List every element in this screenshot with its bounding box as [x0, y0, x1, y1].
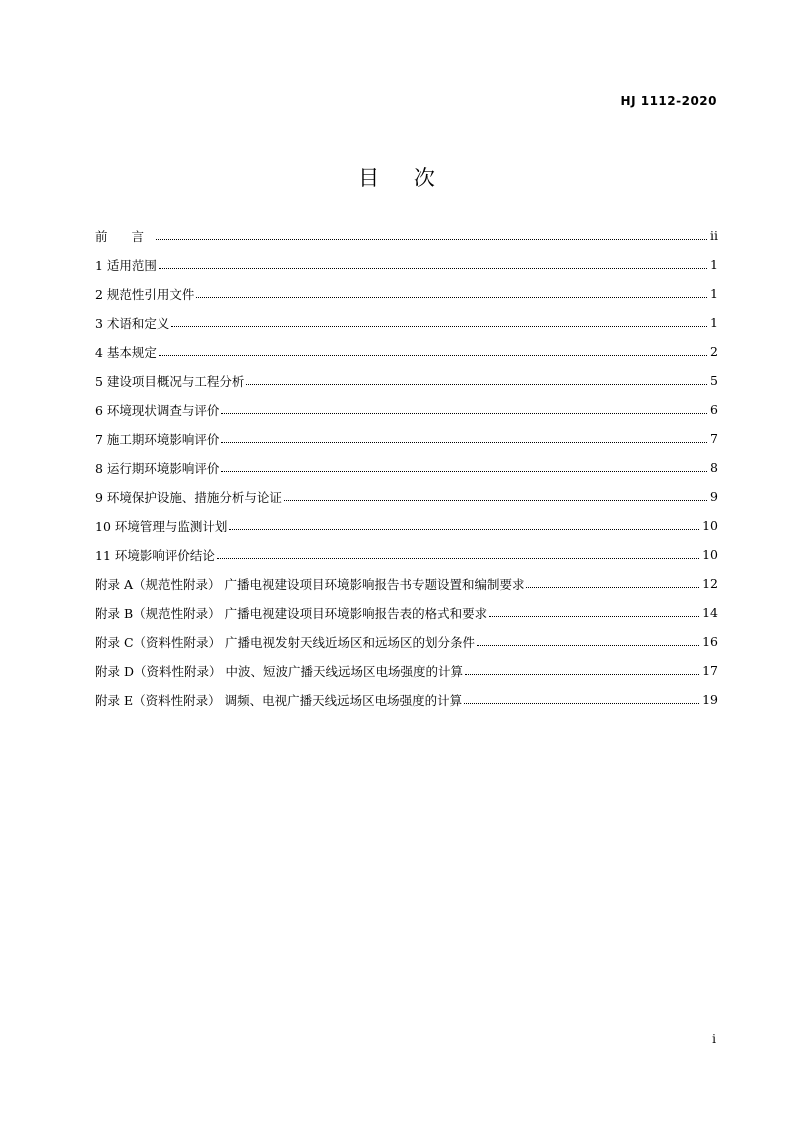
toc-entry-4[interactable]: [95, 337, 718, 366]
toc-entry-label: 5 建设项目概况与工程分析: [95, 373, 245, 389]
toc-leader-dots: [526, 586, 699, 588]
page-number: i: [712, 1032, 716, 1046]
toc-entry-label: 附录 C（资料性附录） 广播电视发射天线近场区和远场区的划分条件: [95, 634, 476, 650]
toc-leader-dots: [284, 499, 707, 501]
toc-entry-label: 10 环境管理与监测计划: [95, 518, 228, 534]
toc-entry-label: 11 环境影响评价结论: [95, 547, 215, 563]
toc-leader-dots: [221, 470, 707, 472]
toc-entry-page: 9: [710, 489, 718, 504]
toc-entry-foreword[interactable]: [95, 221, 718, 250]
toc-leader-dots: [229, 528, 699, 530]
toc-entry-page: 8: [710, 460, 718, 475]
page-title: 目 次: [358, 166, 449, 190]
toc-entry-appendix-b[interactable]: [95, 598, 718, 627]
toc-entry-page: 1: [710, 286, 718, 301]
toc-entry-label: 附录 B（规范性附录） 广播电视建设项目环境影响报告表的格式和要求: [95, 605, 488, 621]
toc-leader-dots: [477, 644, 699, 646]
toc-entry-2[interactable]: [95, 279, 718, 308]
toc-entry-11[interactable]: [95, 540, 718, 569]
toc-entry-label: 7 施工期环境影响评价: [95, 431, 220, 447]
toc-entry-10[interactable]: [95, 511, 718, 540]
table-of-contents: [95, 221, 718, 714]
toc-leader-dots: [217, 557, 699, 559]
toc-entry-appendix-c[interactable]: [95, 627, 718, 656]
toc-leader-dots: [465, 673, 699, 675]
toc-entry-page: 16: [702, 634, 718, 649]
toc-leader-dots: [221, 441, 707, 443]
toc-entry-page: 1: [710, 257, 718, 272]
toc-entry-8[interactable]: [95, 453, 718, 482]
toc-leader-dots: [464, 702, 699, 704]
toc-entry-label: 3 术语和定义: [95, 315, 170, 331]
toc-entry-page: 19: [702, 692, 718, 707]
toc-entry-5[interactable]: [95, 366, 718, 395]
toc-entry-page: 7: [710, 431, 718, 446]
toc-entry-label: 附录 E（资料性附录） 调频、电视广播天线远场区电场强度的计算: [95, 692, 463, 708]
toc-entry-page: 1: [710, 315, 718, 330]
toc-leader-dots: [171, 325, 707, 327]
toc-entry-page: 14: [702, 605, 718, 620]
toc-entry-label: 4 基本规定: [95, 344, 157, 360]
toc-entry-page: 12: [702, 576, 718, 591]
toc-leader-dots: [246, 383, 707, 385]
toc-entry-label: 附录 D（资料性附录） 中波、短波广播天线远场区电场强度的计算: [95, 663, 463, 679]
toc-entry-6[interactable]: [95, 395, 718, 424]
toc-entry-appendix-d[interactable]: [95, 656, 718, 685]
toc-entry-3[interactable]: [95, 308, 718, 337]
toc-entry-label: 6 环境现状调查与评价: [95, 402, 220, 418]
toc-leader-dots: [489, 615, 699, 617]
toc-leader-dots: [159, 267, 707, 269]
toc-entry-appendix-e[interactable]: [95, 685, 718, 714]
toc-leader-dots: [156, 238, 707, 240]
toc-entry-appendix-a[interactable]: [95, 569, 718, 598]
toc-entry-label: 2 规范性引用文件: [95, 286, 195, 302]
toc-entry-page: ii: [710, 228, 718, 243]
toc-entry-label: 附录 A（规范性附录） 广播电视建设项目环境影响报告书专题设置和编制要求: [95, 576, 525, 592]
toc-entry-label: 8 运行期环境影响评价: [95, 460, 220, 476]
toc-entry-page: 5: [710, 373, 718, 388]
toc-leader-dots: [159, 354, 707, 356]
toc-entry-page: 6: [710, 402, 718, 417]
toc-entry-page: 2: [710, 344, 718, 359]
toc-entry-label: 9 环境保护设施、措施分析与论证: [95, 489, 282, 505]
document-code: HJ 1112-2020: [620, 94, 717, 108]
toc-entry-page: 10: [702, 547, 718, 562]
toc-entry-1[interactable]: [95, 250, 718, 279]
toc-leader-dots: [196, 296, 707, 298]
toc-entry-page: 17: [702, 663, 718, 678]
toc-entry-page: 10: [702, 518, 718, 533]
toc-entry-label: 前 言: [95, 228, 154, 244]
toc-entry-9[interactable]: [95, 482, 718, 511]
toc-leader-dots: [221, 412, 707, 414]
toc-entry-label: 1 适用范围: [95, 257, 157, 273]
toc-entry-7[interactable]: [95, 424, 718, 453]
